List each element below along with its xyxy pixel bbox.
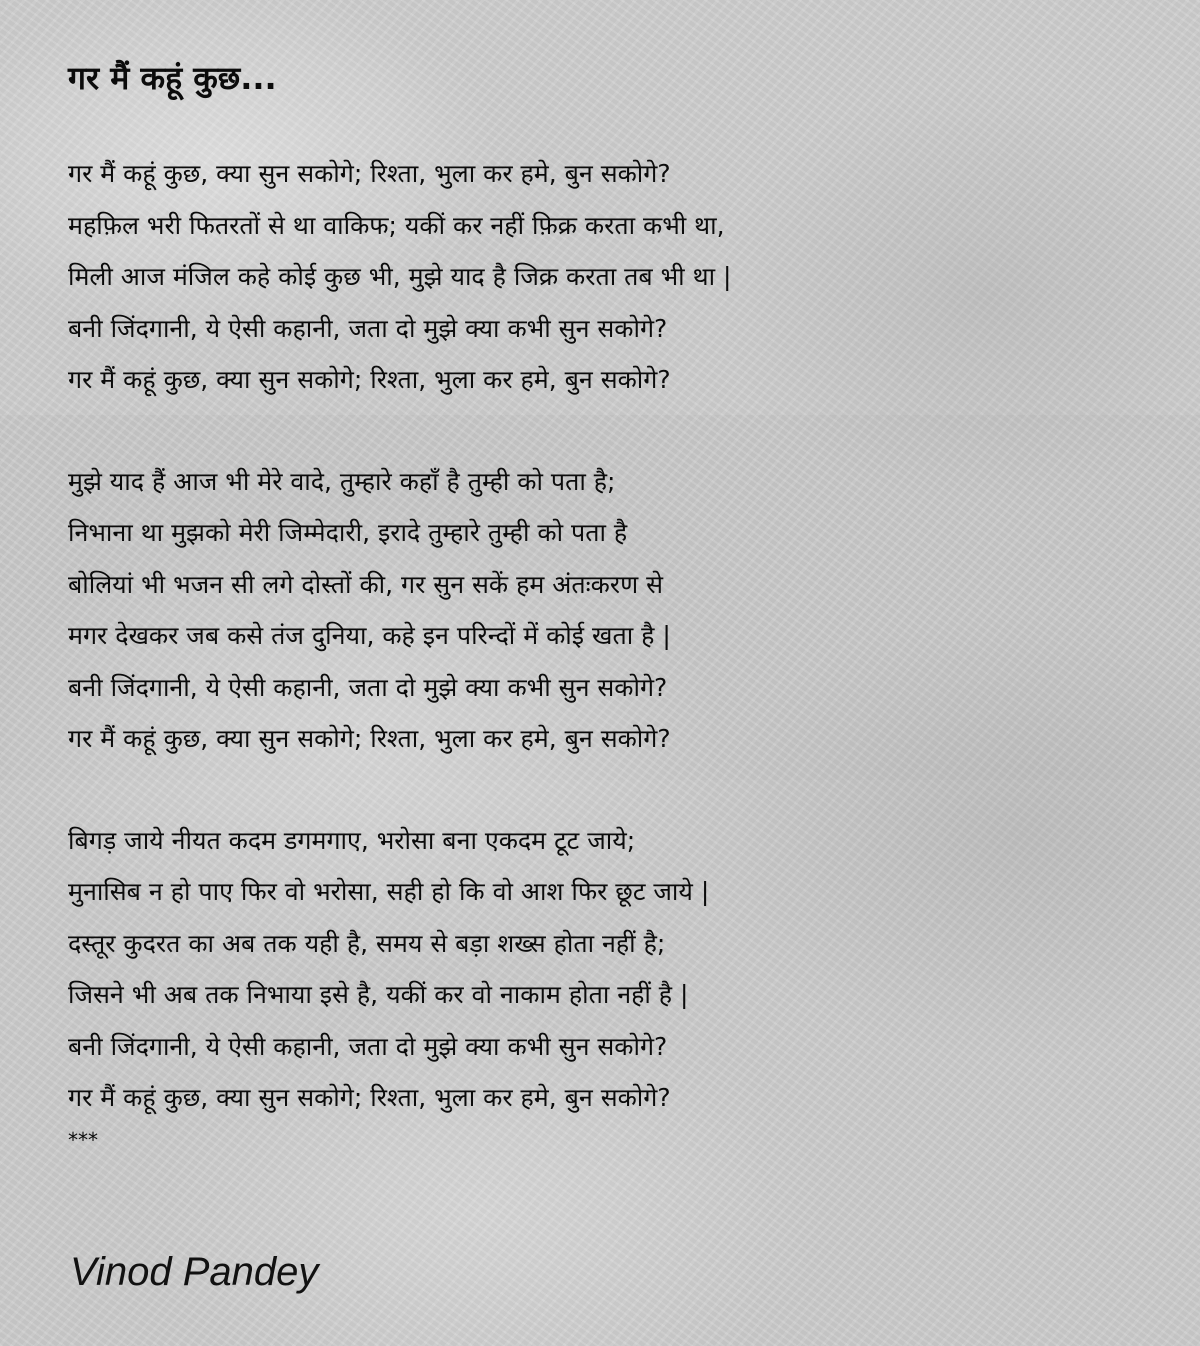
poem-line: बनी जिंदगानी, ये ऐसी कहानी, जता दो मुझे क्या कभी सुन सकोगे?	[68, 672, 668, 702]
poem-line: बोलियां भी भजन सी लगे दोस्तों की, गर सुन सकें हम अंतःकरण से	[68, 569, 663, 599]
poem-line: मुझे याद हैं आज भी मेरे वादे, तुम्हारे कहाँ है तुम्ही को पता है;	[68, 466, 616, 496]
poem-line: गर मैं कहूं कुछ, क्या सुन सकोगे; रिश्ता, भुला कर हमे, बुन सकोगे?	[68, 1083, 671, 1112]
poem-title: गर मैं कहूं कुछ...	[68, 59, 277, 97]
poem-line: जिसने भी अब तक निभाया इसे है, यकीं कर वो नाकाम होता नहीं है |	[68, 980, 689, 1009]
poem-line: मिली आज मंजिल कहे कोई कुछ भी, मुझे याद है जिक्र करता तब भी था |	[68, 262, 732, 291]
poem-line: बनी जिंदगानी, ये ऐसी कहानी, जता दो मुझे क्या कभी सुन सकोगे?	[68, 1031, 668, 1061]
poem-line: गर मैं कहूं कुछ, क्या सुन सकोगे; रिश्ता, भुला कर हमे, बुन सकोगे?	[68, 159, 671, 188]
poem-line: बनी जिंदगानी, ये ऐसी कहानी, जता दो मुझे क्या कभी सुन सकोगे?	[68, 313, 668, 343]
poem-line: मुनासिब न हो पाए फिर वो भरोसा, सही हो कि वो आश फिर छूट जाये |	[68, 877, 710, 906]
poem-line: बिगड़ जाये नीयत कदम डगमगाए, भरोसा बना एकदम टूट जाये;	[68, 825, 636, 855]
poem-line: गर मैं कहूं कुछ, क्या सुन सकोगे; रिश्ता, भुला कर हमे, बुन सकोगे?	[68, 724, 671, 753]
poem-line: महफ़िल भरी फितरतों से था वाकिफ; यकीं कर नहीं फ़िक्र करता कभी था,	[68, 210, 725, 240]
end-mark: ***	[68, 1127, 98, 1152]
author-name: Vinod Pandey	[70, 1250, 319, 1294]
stanza-3	[68, 815, 1168, 1124]
poem-line: मगर देखकर जब कसे तंज दुनिया, कहे इन परिन्दों में कोई खता है |	[68, 621, 671, 650]
poem-line: दस्तूर कुदरत का अब तक यही है, समय से बड़ा शख्स होता नहीं है;	[68, 928, 666, 958]
stanza-1	[68, 148, 1168, 406]
poem-card	[68, 54, 1168, 1152]
stanza-2	[68, 456, 1168, 765]
poem-line: निभाना था मुझको मेरी जिम्मेदारी, इरादे तुम्हारे तुम्ही को पता है	[68, 518, 628, 547]
poem-line: गर मैं कहूं कुछ, क्या सुन सकोगे; रिश्ता, भुला कर हमे, बुन सकोगे?	[68, 365, 671, 394]
